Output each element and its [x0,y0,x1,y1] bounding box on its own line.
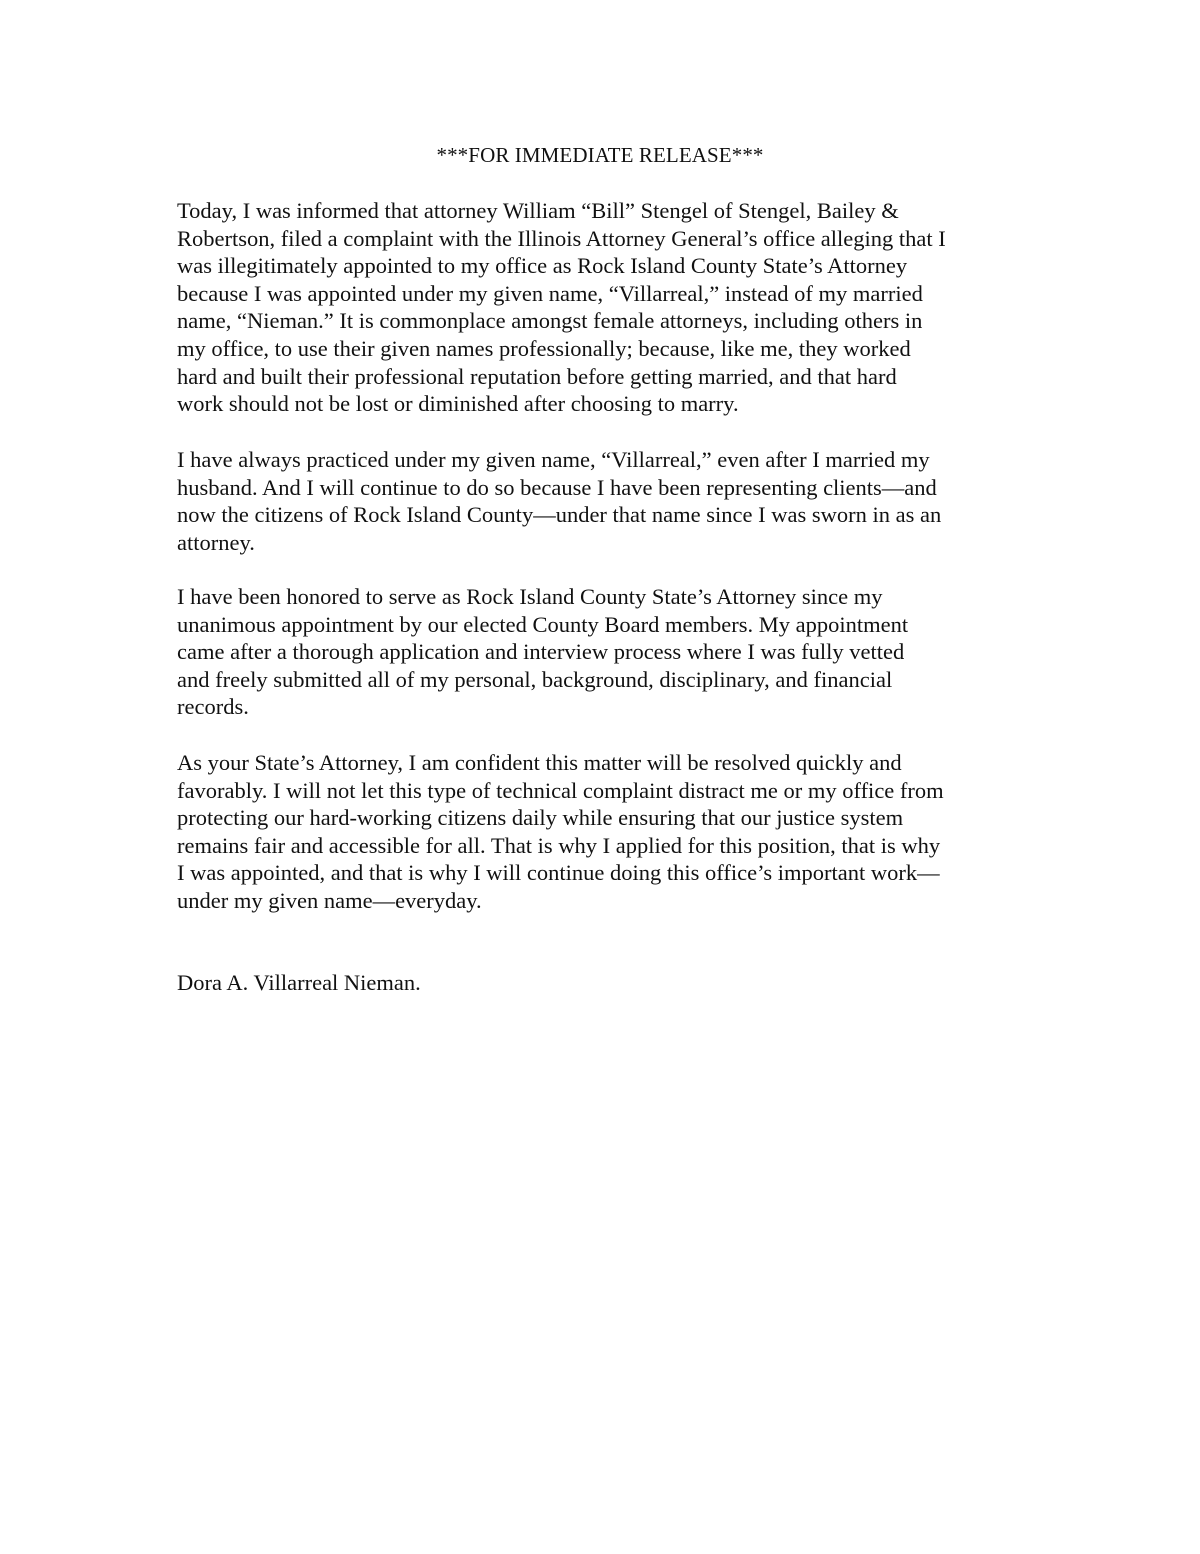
paragraph-text [177,446,1037,556]
paragraph-text [177,197,1037,418]
text-line: unanimous appointment by our elected County Board members. My appointment [177,611,909,637]
text-line: because I was appointed under my given name, “Villarreal,” instead of my married [177,280,923,306]
text-line: favorably. I will not let this type of technical complaint distract me or my office from [177,777,944,803]
text-line: I was appointed, and that is why I will continue doing this office’s important work— [177,860,940,886]
text-line: now the citizens of Rock Island County—under that name since I was sworn in as an [177,502,942,528]
text-line: records. [177,694,249,720]
paragraph-text [177,583,1037,721]
text-line: I have always practiced under my given name, “Villarreal,” even after I married my [177,447,930,472]
text-line: Robertson, filed a complaint with the Illinois Attorney General’s office alleging that I [177,225,946,251]
text-line: husband. And I will continue to do so because I have been representing clients—and [177,474,937,500]
text-line: and freely submitted all of my personal, background, disciplinary, and financial [177,666,893,692]
text-line: under my given name—everyday. [177,887,482,913]
text-line: I have been honored to serve as Rock Island County State’s Attorney since my [177,584,883,609]
text-line: protecting our hard-working citizens daily while ensuring that our justice system [177,805,904,831]
paragraph-text [177,749,1037,915]
text-line: remains fair and accessible for all. That is why I applied for this position, that is why [177,832,941,858]
text-line: was illegitimately appointed to my office as Rock Island County State’s Attorney [177,253,908,279]
signature-line: Dora A. Villarreal Nieman. [177,970,421,995]
paragraph-appointment [177,583,1037,721]
text-line: came after a thorough application and interview process where I was fully vetted [177,639,905,665]
paragraph-given-name [177,446,1037,556]
text-line: Today, I was informed that attorney William “Bill” Stengel of Stengel, Bailey & [177,198,899,223]
text-line: work should not be lost or diminished after choosing to marry. [177,391,739,417]
text-line: my office, to use their given names professionally; because, like me, they worked [177,335,911,361]
text-line: As your State’s Attorney, I am confident this matter will be resolved quickly and [177,750,902,775]
release-heading: ***FOR IMMEDIATE RELEASE*** [436,143,764,167]
paragraph-complaint [177,197,1037,418]
text-line: attorney. [177,529,255,555]
text-line: name, “Nieman.” It is commonplace amongst female attorneys, including others in [177,308,923,334]
text-line: hard and built their professional reputation before getting married, and that hard [177,363,897,389]
paragraph-confidence [177,749,1037,915]
